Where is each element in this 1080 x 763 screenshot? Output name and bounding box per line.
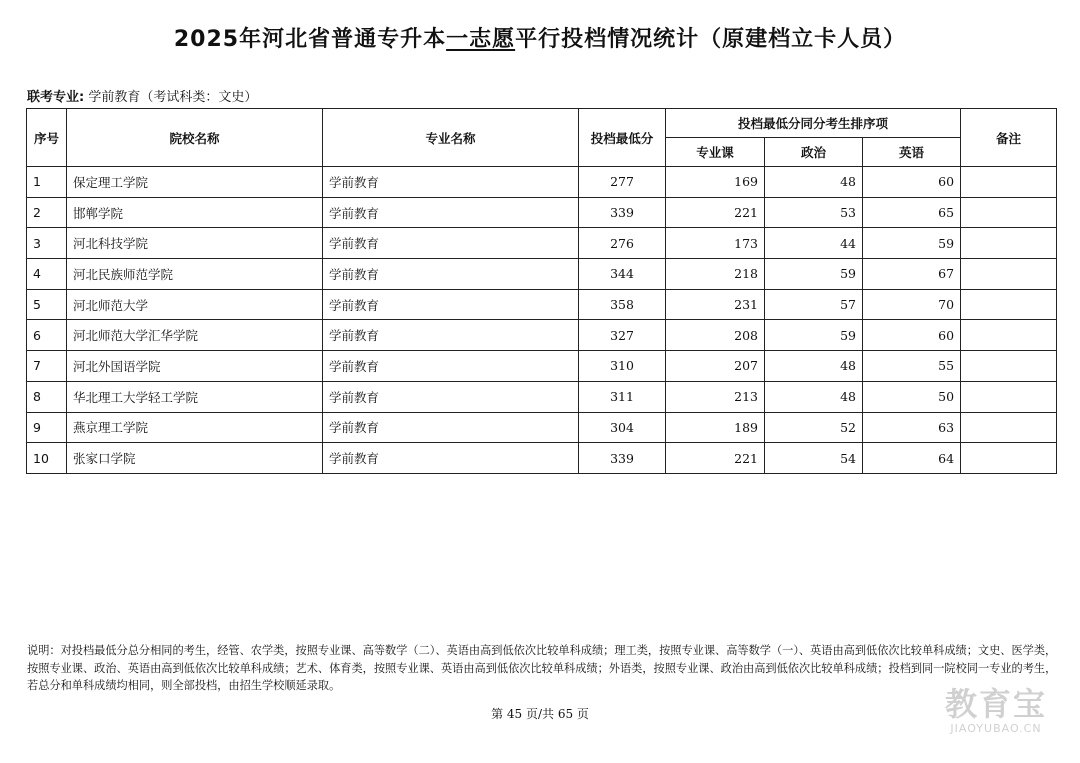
cell-politics: 57: [765, 289, 863, 320]
cell-major-course: 208: [666, 320, 765, 351]
cell-school: 河北民族师范学院: [67, 259, 323, 290]
header-remark: 备注: [961, 109, 1057, 167]
cell-politics: 48: [765, 381, 863, 412]
cell-school: 河北科技学院: [67, 228, 323, 259]
header-index: 序号: [27, 109, 67, 167]
cell-english: 55: [863, 351, 961, 382]
cell-index: 5: [27, 289, 67, 320]
cell-major: 学前教育: [323, 167, 579, 198]
cell-politics: 52: [765, 412, 863, 443]
header-major: 专业名称: [323, 109, 579, 167]
cell-english: 63: [863, 412, 961, 443]
cell-major-course: 169: [666, 167, 765, 198]
cell-major: 学前教育: [323, 197, 579, 228]
header-politics: 政治: [765, 138, 863, 167]
cell-min-score: 277: [579, 167, 666, 198]
title-underlined: 一志愿: [446, 27, 516, 52]
cell-politics: 44: [765, 228, 863, 259]
header-english: 英语: [863, 138, 961, 167]
cell-school: 河北师范大学汇华学院: [67, 320, 323, 351]
table-body: [27, 167, 1057, 474]
cell-index: 6: [27, 320, 67, 351]
cell-politics: 54: [765, 443, 863, 474]
header-major-course: 专业课: [666, 138, 765, 167]
cell-major-course: 207: [666, 351, 765, 382]
cell-english: 70: [863, 289, 961, 320]
cell-min-score: 304: [579, 412, 666, 443]
header-tie-group: 投档最低分同分考生排序项: [666, 109, 961, 138]
table-row: [27, 197, 1057, 228]
header-school: 院校名称: [67, 109, 323, 167]
cell-school: 燕京理工学院: [67, 412, 323, 443]
cell-index: 2: [27, 197, 67, 228]
cell-major-course: 231: [666, 289, 765, 320]
cell-school: 邯郸学院: [67, 197, 323, 228]
watermark-url: JIAOYUBAO.CN: [950, 722, 1042, 735]
table-row: [27, 259, 1057, 290]
cell-major-course: 213: [666, 381, 765, 412]
cell-english: 60: [863, 167, 961, 198]
cell-major-course: 189: [666, 412, 765, 443]
cell-remark: [961, 381, 1057, 412]
cell-politics: 53: [765, 197, 863, 228]
watermark-logo-text: 教育宝: [944, 685, 1047, 723]
cell-remark: [961, 351, 1057, 382]
cell-english: 65: [863, 197, 961, 228]
cell-major: 学前教育: [323, 320, 579, 351]
table-row: [27, 228, 1057, 259]
cell-politics: 59: [765, 320, 863, 351]
cell-remark: [961, 443, 1057, 474]
cell-english: 60: [863, 320, 961, 351]
cell-index: 7: [27, 351, 67, 382]
explanation-note: 说明：对投档最低分总分相同的考生，经管、农学类，按照专业课、高等数学（二）、英语由高到低依次比较单科成绩；理工类，按照专业课、高等数学（一）、英语由高到低依次比较单科成绩；文史、医学类，按照专业课、政治、英语由高到低依次比较单科成绩；艺术、体育类，按照专业课、英语由高到低依次比较单科成绩；外语类，按照专业课、政治由高到低依次比较单科成绩；投档到同一院校同一专业的考生，若总分和单科成绩均相同，则全部投档，由招生学校顺延录取。: [27, 644, 1057, 692]
cell-remark: [961, 228, 1057, 259]
exam-subject-line: [27, 86, 257, 105]
page-title: [0, 22, 1080, 53]
table-row: [27, 351, 1057, 382]
cell-school: 保定理工学院: [67, 167, 323, 198]
cell-major-course: 173: [666, 228, 765, 259]
cell-index: 3: [27, 228, 67, 259]
admission-table: [26, 108, 1057, 474]
cell-min-score: 344: [579, 259, 666, 290]
table-row: [27, 412, 1057, 443]
cell-major: 学前教育: [323, 412, 579, 443]
cell-index: 10: [27, 443, 67, 474]
cell-major: 学前教育: [323, 351, 579, 382]
cell-politics: 59: [765, 259, 863, 290]
subject-value: 学前教育（考试科类：文史）: [88, 90, 258, 105]
cell-english: 67: [863, 259, 961, 290]
cell-major: 学前教育: [323, 443, 579, 474]
cell-index: 1: [27, 167, 67, 198]
cell-school: 华北理工大学轻工学院: [67, 381, 323, 412]
cell-politics: 48: [765, 167, 863, 198]
cell-english: 50: [863, 381, 961, 412]
cell-index: 4: [27, 259, 67, 290]
header-min-score: 投档最低分: [579, 109, 666, 167]
cell-index: 9: [27, 412, 67, 443]
cell-major: 学前教育: [323, 259, 579, 290]
cell-school: 张家口学院: [67, 443, 323, 474]
cell-min-score: 276: [579, 228, 666, 259]
page-number: 第 45 页/共 65 页: [491, 707, 589, 721]
cell-min-score: 327: [579, 320, 666, 351]
table-row: [27, 381, 1057, 412]
cell-major-course: 221: [666, 197, 765, 228]
cell-school: 河北师范大学: [67, 289, 323, 320]
cell-remark: [961, 259, 1057, 290]
cell-min-score: 310: [579, 351, 666, 382]
cell-major-course: 221: [666, 443, 765, 474]
cell-remark: [961, 289, 1057, 320]
cell-major-course: 218: [666, 259, 765, 290]
cell-major: 学前教育: [323, 381, 579, 412]
cell-remark: [961, 197, 1057, 228]
cell-min-score: 339: [579, 197, 666, 228]
cell-politics: 48: [765, 351, 863, 382]
cell-school: 河北外国语学院: [67, 351, 323, 382]
cell-major: 学前教育: [323, 289, 579, 320]
cell-min-score: 339: [579, 443, 666, 474]
title-suffix: 平行投档情况统计（原建档立卡人员）: [515, 27, 907, 52]
cell-major: 学前教育: [323, 228, 579, 259]
cell-english: 64: [863, 443, 961, 474]
cell-index: 8: [27, 381, 67, 412]
table-row: [27, 167, 1057, 198]
watermark-logo: [930, 686, 1062, 735]
cell-english: 59: [863, 228, 961, 259]
table-row: [27, 289, 1057, 320]
header-row-top: [27, 109, 1057, 138]
cell-remark: [961, 167, 1057, 198]
cell-min-score: 358: [579, 289, 666, 320]
title-prefix: 2025年河北省普通专升本: [173, 27, 447, 52]
subject-label: 联考专业:: [27, 90, 85, 105]
table-row: [27, 320, 1057, 351]
cell-min-score: 311: [579, 381, 666, 412]
cell-remark: [961, 320, 1057, 351]
cell-remark: [961, 412, 1057, 443]
table-row: [27, 443, 1057, 474]
